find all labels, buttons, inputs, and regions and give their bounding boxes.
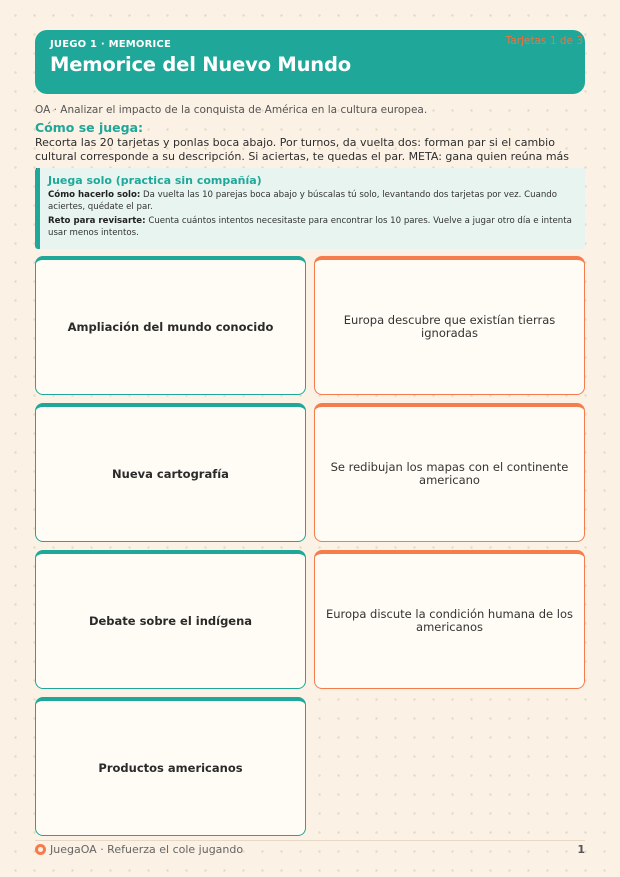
footer-divider [35, 840, 585, 841]
memory-card-concept [35, 697, 306, 836]
card-text: Europa descubre que existían tierras ignoradas [343, 313, 556, 340]
memory-card-concept [35, 403, 306, 542]
card-text: Productos americanos [98, 760, 243, 775]
solo-play-box [35, 168, 585, 249]
solo-how-line [48, 189, 575, 213]
brand-logo-icon [35, 844, 46, 855]
card-text: Se redibujan los mapas con el continente americano [330, 460, 569, 487]
footer-brand: JuegaOA · Refuerza el cole jugando [50, 843, 244, 856]
solo-challenge-label: Reto para revisarte: [48, 216, 146, 226]
learning-objective: OA · Analizar el impacto de la conquista de América en la cultura europea. [35, 104, 428, 116]
memory-card-concept [35, 256, 306, 395]
solo-challenge-line [48, 215, 575, 239]
memory-card-description [314, 256, 585, 395]
how-to-play-text: Recorta las 20 tarjetas y ponlas boca abajo. Por turnos, da vuelta dos: forman par si el cambio cultural corresponde a su descripción. Si aciertas, te quedas el par. META: gana quien reúna más [35, 136, 569, 163]
how-to-play-title: Cómo se juega: [35, 120, 144, 135]
solo-how-label: Cómo hacerlo solo: [48, 190, 141, 200]
game-kicker: JUEGO 1 · MEMORICE [50, 39, 172, 50]
card-text: Debate sobre el indígena [88, 613, 253, 628]
solo-title: Juega solo (practica sin compañía) [48, 174, 262, 187]
game-header [35, 30, 585, 94]
memory-card-description [314, 403, 585, 542]
card-set-counter: Tarjetas 1 de 3 [505, 35, 583, 47]
card-text: Ampliación del mundo conocido [67, 319, 274, 334]
memory-card-concept [35, 550, 306, 689]
solo-how-text: Da vuelta las 10 parejas boca abajo y búscalas tú solo, levantando dos tarjetas por vez. Cuando aciertes, quédate el par. [48, 190, 558, 212]
card-text: Nueva cartografía [112, 466, 229, 481]
memory-card-description [314, 550, 585, 689]
page-number: 1 [577, 843, 585, 856]
solo-challenge-text: Cuenta cuántos intentos necesitaste para encontrar los 10 pares. Vuelve a jugar otro día e intenta usar menos intentos. [48, 216, 572, 238]
page-title: Memorice del Nuevo Mundo [50, 53, 351, 76]
card-text: Europa discute la condición humana de los americanos [325, 607, 573, 634]
